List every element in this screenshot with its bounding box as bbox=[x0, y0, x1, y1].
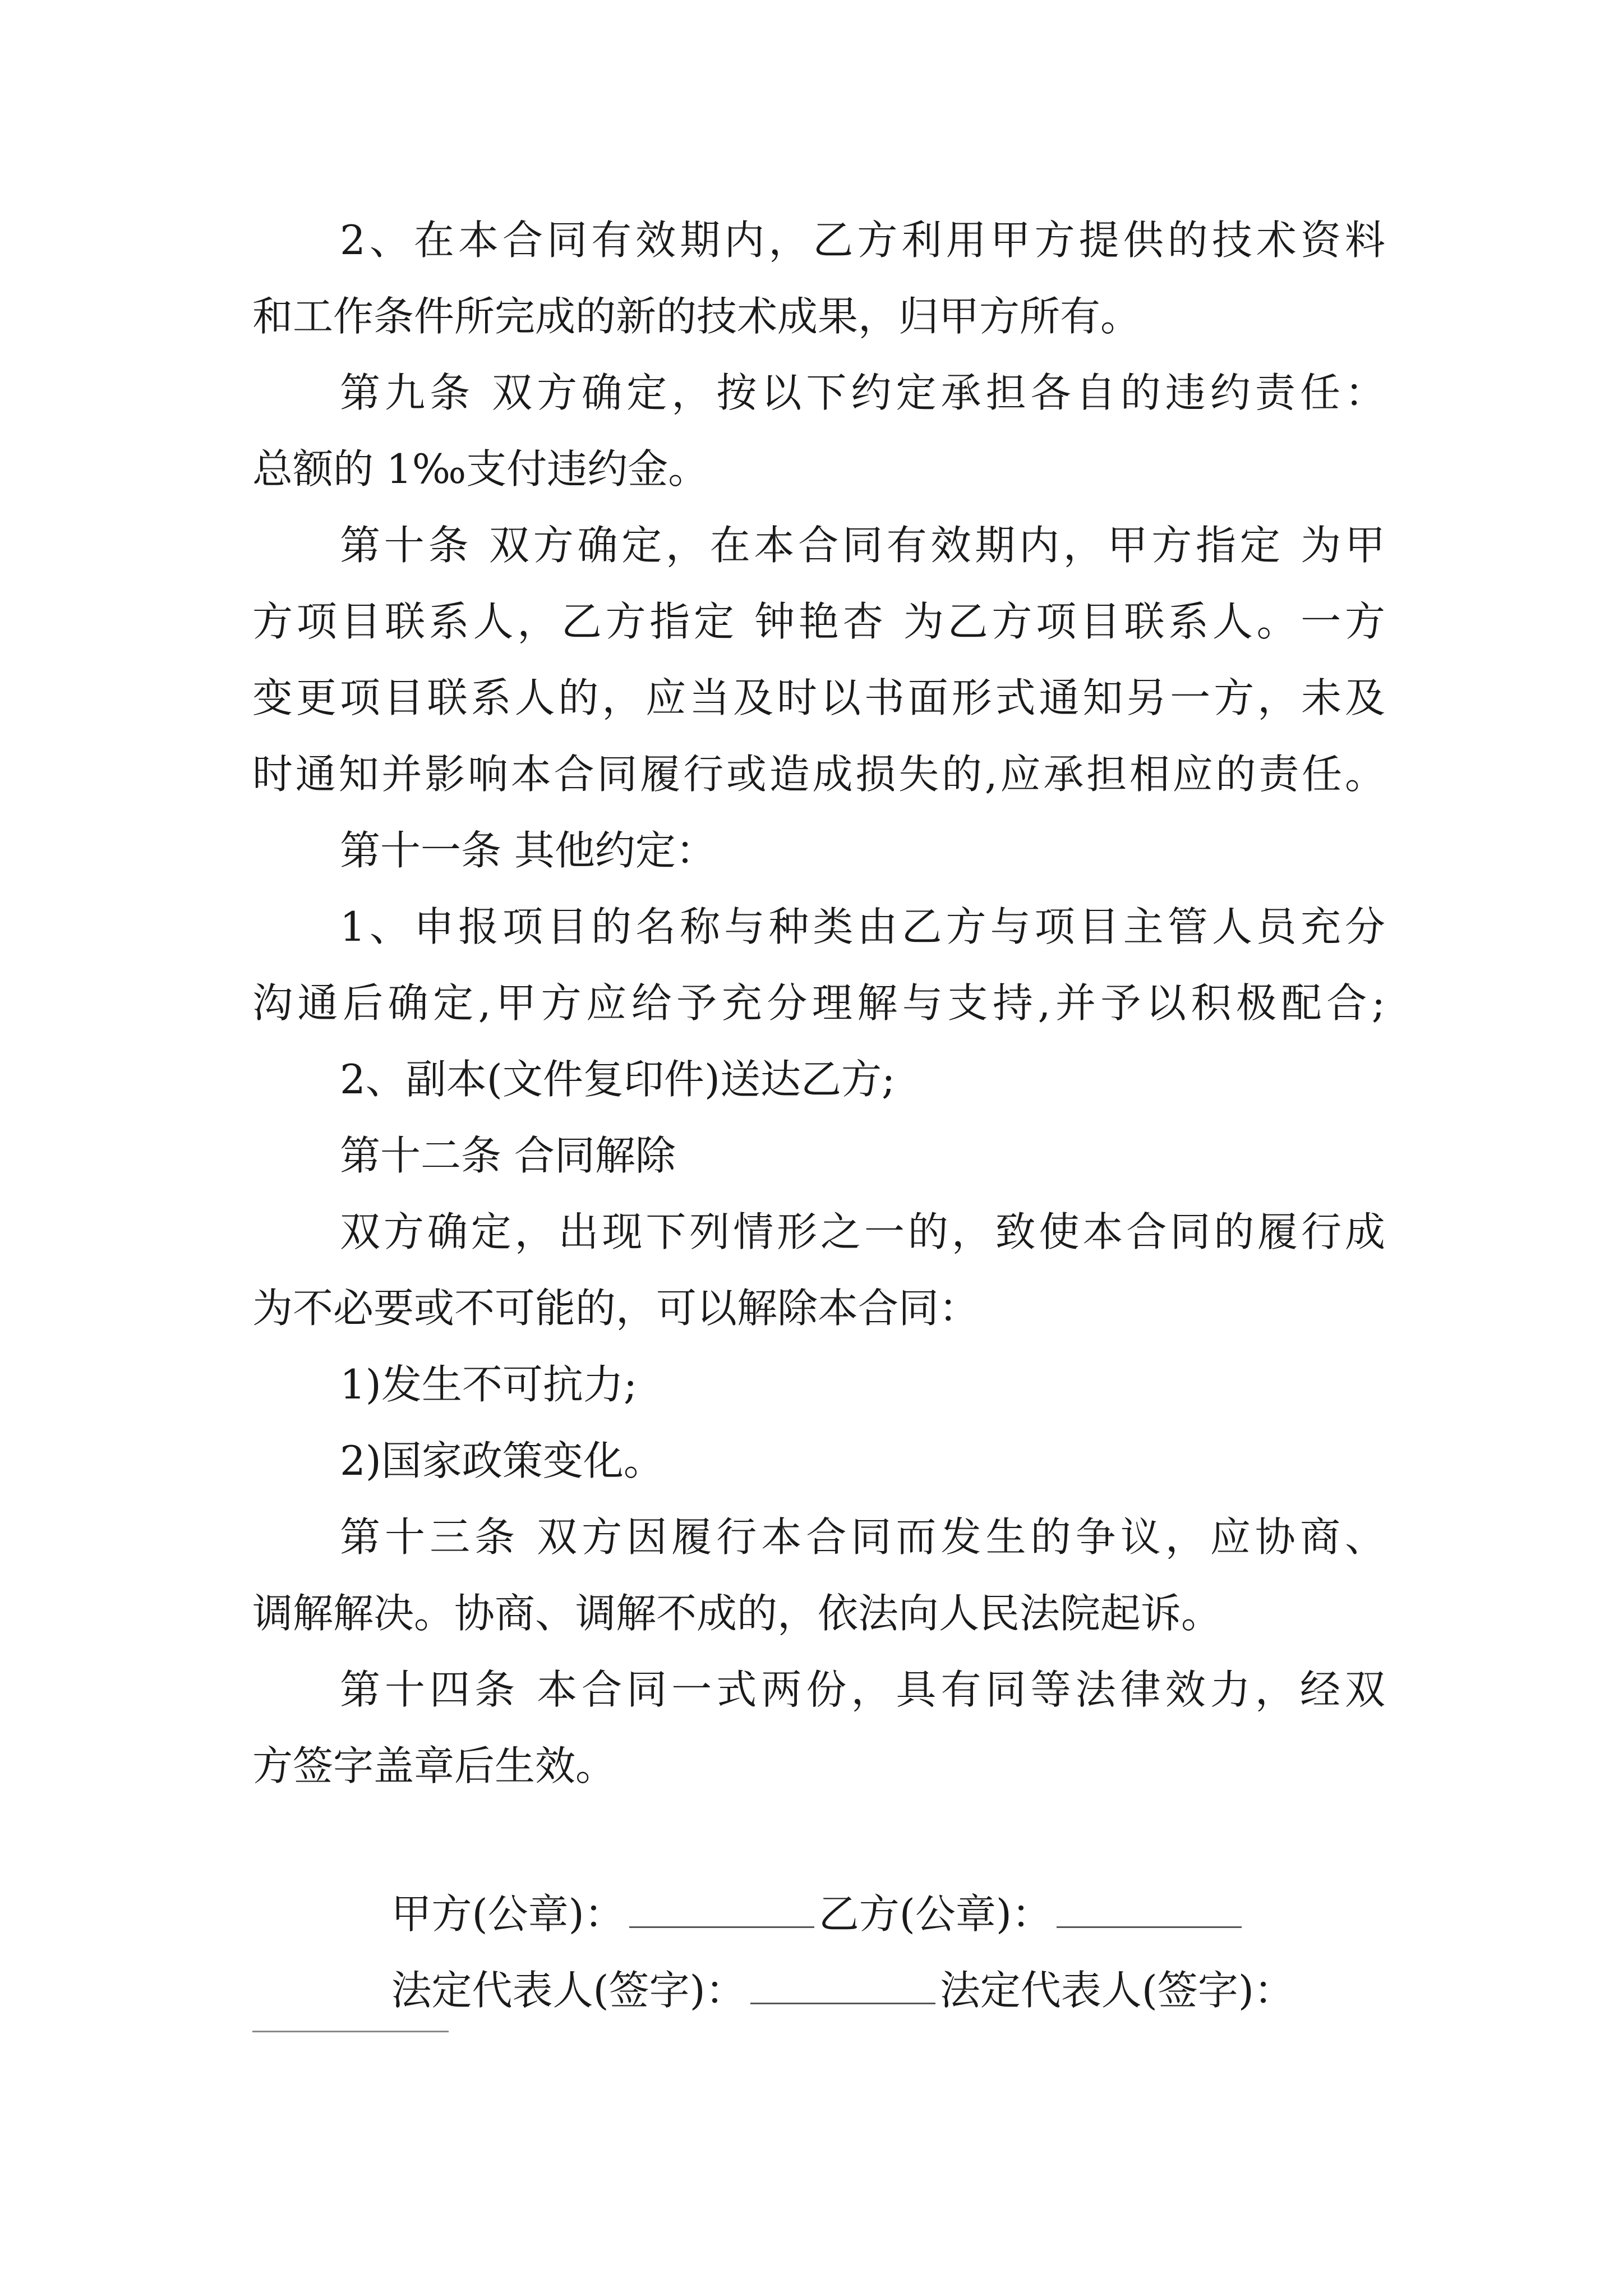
paragraph-line: 双方确定，出现下列情形之一的，致使本合同的履行成 bbox=[340, 1208, 1385, 1255]
paragraph-line: 和工作条件所完成的新的技术成果，归甲方所有。 bbox=[252, 293, 1141, 340]
paragraph-line: 1)发生不可抗力; bbox=[340, 1361, 638, 1408]
paragraph-line: 第十四条 本合同一式两份，具有同等法律效力，经双 bbox=[340, 1666, 1385, 1713]
paragraph-line: 沟通后确定,甲方应给予充分理解与支持,并予以积极配合; bbox=[252, 979, 1385, 1027]
paragraph-line: 方签字盖章后生效。 bbox=[252, 1742, 616, 1789]
paragraph-line: 第九条 双方确定，按以下约定承担各自的违约责任： bbox=[340, 369, 1385, 416]
paragraph-line: 时通知并影响本合同履行或造成损失的,应承担相应的责任。 bbox=[252, 751, 1385, 798]
paragraph-line: 变更项目联系人的，应当及时以书面形式通知另一方，未及 bbox=[252, 674, 1385, 721]
paragraph-line: 总额的 1‰支付违约金。 bbox=[252, 445, 709, 493]
paragraph-line: 2、在本合同有效期内，乙方利用甲方提供的技术资料 bbox=[340, 217, 1385, 264]
party-b-seal-label: 乙方(公章)： bbox=[818, 1890, 1052, 1938]
rep-a-blank bbox=[750, 1963, 935, 2004]
paragraph-line: 调解解决。协商、调解不成的，依法向人民法院起诉。 bbox=[252, 1590, 1222, 1637]
paragraph-line: 为不必要或不可能的，可以解除本合同： bbox=[252, 1285, 980, 1332]
rep-a-label: 法定代表人(签字)： bbox=[391, 1967, 746, 2014]
rep-b-label: 法定代表人(签字)： bbox=[939, 1967, 1294, 2014]
paragraph-line: 方项目联系人，乙方指定 钟艳杏 为乙方项目联系人。一方 bbox=[252, 598, 1385, 645]
paragraph-line: 第十二条 合同解除 bbox=[340, 1132, 676, 1179]
paragraph-line: 第十条 双方确定，在本合同有效期内，甲方指定 为甲 bbox=[340, 522, 1385, 569]
trailing-rule bbox=[252, 2031, 449, 2032]
paragraph-line: 2、副本(文件复印件)送达乙方; bbox=[340, 1056, 896, 1103]
paragraph-line: 第十一条 其他约定： bbox=[340, 827, 716, 874]
representative-line bbox=[340, 1910, 1385, 2014]
paragraph-line: 1、申报项目的名称与种类由乙方与项目主管人员充分 bbox=[340, 903, 1385, 950]
seal-line bbox=[340, 1833, 1385, 1938]
party-a-seal-label: 甲方(公章)： bbox=[391, 1890, 625, 1938]
paragraph-line: 第十三条 双方因履行本合同而发生的争议，应协商、 bbox=[340, 1513, 1385, 1561]
paragraph-line: 2)国家政策变化。 bbox=[340, 1437, 664, 1484]
